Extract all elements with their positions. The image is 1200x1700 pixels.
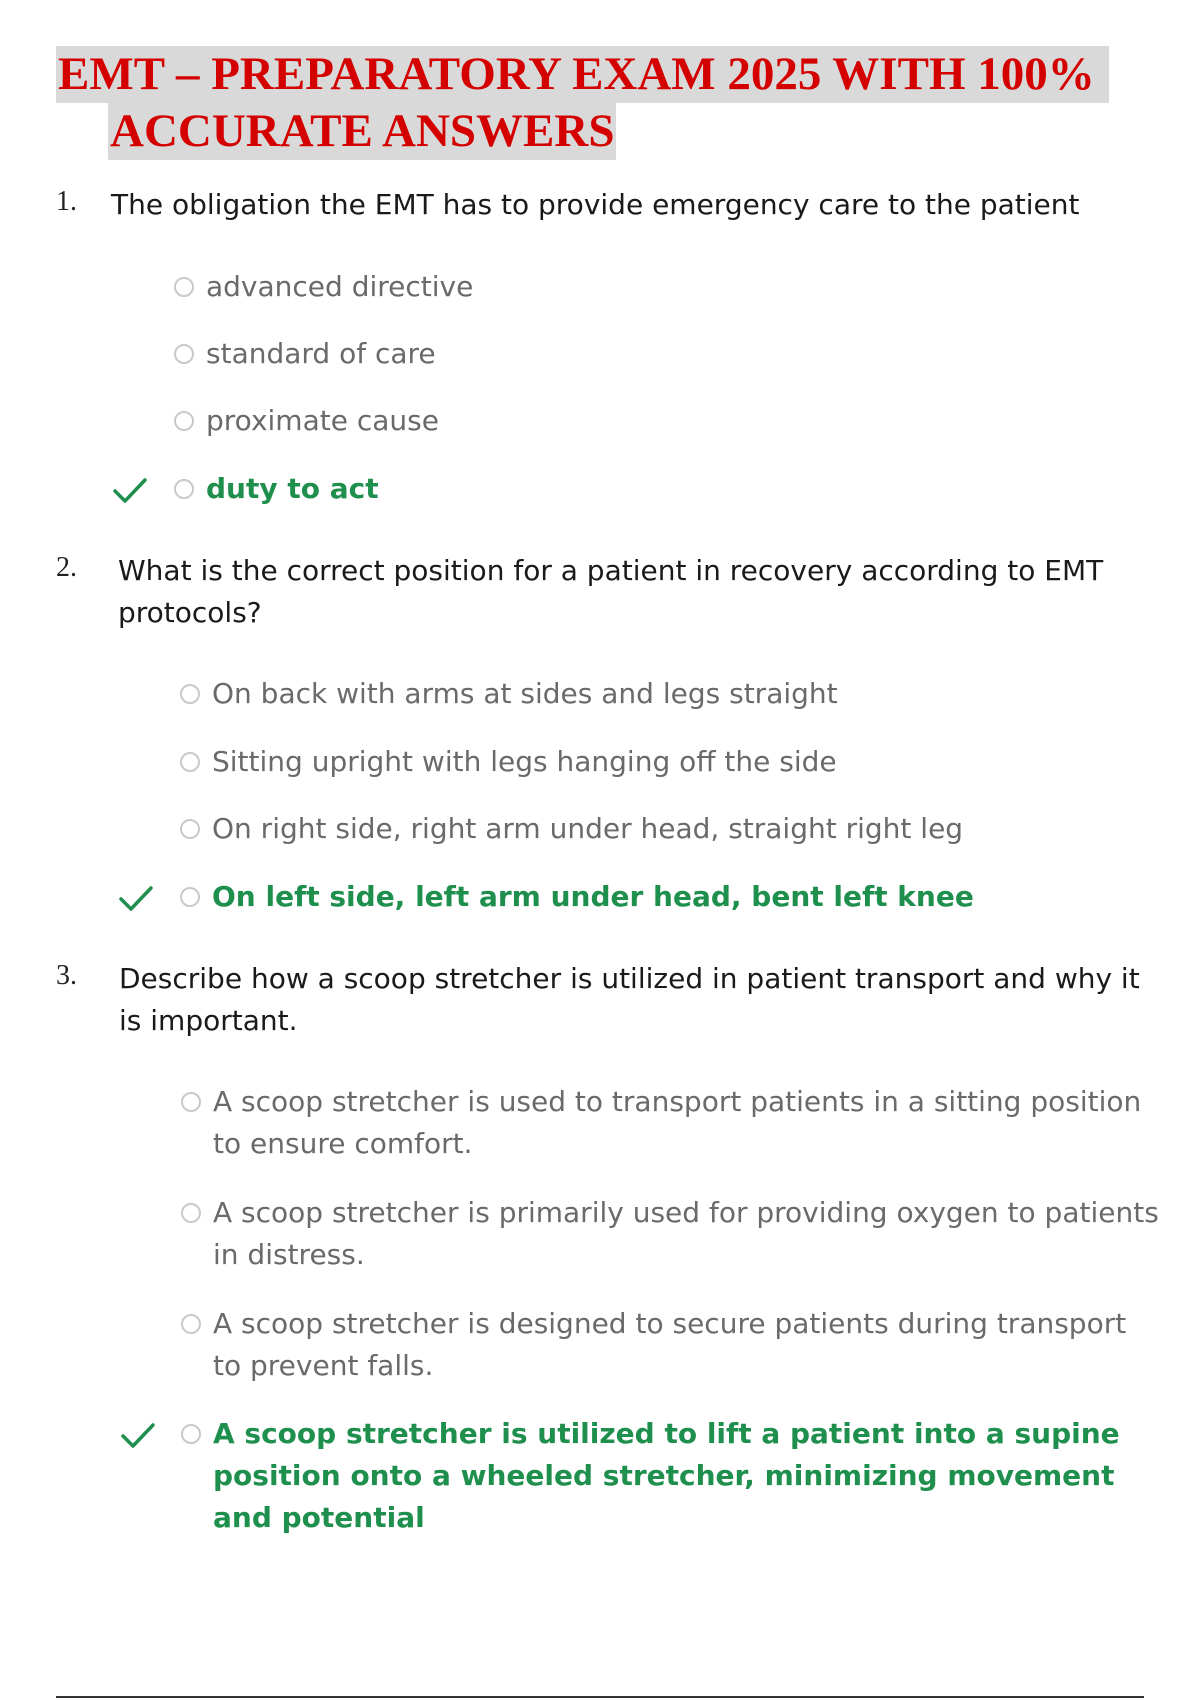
option-label: proximate cause [206,404,439,437]
radio-circle-icon[interactable] [174,277,194,297]
option-item-correct[interactable] [181,1413,1161,1539]
option-label: A scoop stretcher is primarily used for providing oxygen to patients in distress. [213,1196,1159,1271]
option-label: standard of care [206,337,436,370]
option-item[interactable] [180,741,837,783]
option-item[interactable] [174,400,439,442]
option-label: On right side, right arm under head, straight right leg [212,812,964,845]
option-label: On back with arms at sides and legs straight [212,677,838,710]
question-number: 1. [56,186,77,217]
option-item[interactable] [180,808,963,850]
question-text: What is the correct position for a patient in recovery according to EMT protocols? [118,554,1104,629]
option-label: advanced directive [206,270,474,303]
option-item[interactable] [174,333,436,375]
question-text: Describe how a scoop stretcher is utilized in patient transport and why it is important. [119,962,1140,1037]
question-text: The obligation the EMT has to provide emergency care to the patient [111,188,1080,221]
correct-answer-label: duty to act [206,472,379,505]
option-item[interactable] [181,1081,1161,1165]
option-item[interactable] [181,1303,1161,1387]
option-item-correct[interactable] [180,876,974,918]
option-item[interactable] [174,266,473,308]
radio-circle-icon[interactable] [181,1314,201,1334]
question-number: 3. [56,960,77,991]
title-line-2: ACCURATE ANSWERS [108,103,616,160]
radio-circle-icon[interactable] [174,344,194,364]
radio-circle-icon[interactable] [181,1092,201,1112]
radio-circle-icon[interactable] [174,479,194,499]
title-line-1: EMT – PREPARATORY EXAM 2025 WITH 100% [56,46,1109,103]
checkmark-icon [112,476,148,506]
question-number: 2. [56,552,77,583]
radio-circle-icon[interactable] [180,887,200,907]
radio-circle-icon[interactable] [174,411,194,431]
radio-circle-icon[interactable] [180,752,200,772]
checkmark-icon [120,1421,156,1451]
option-item-correct[interactable] [174,468,379,510]
option-item[interactable] [181,1192,1161,1276]
radio-circle-icon[interactable] [181,1203,201,1223]
radio-circle-icon[interactable] [180,819,200,839]
correct-answer-label: A scoop stretcher is utilized to lift a patient into a supine position onto a wheeled stretcher, minimizing movement and potential [213,1417,1120,1534]
option-label: A scoop stretcher is designed to secure patients during transport to prevent falls. [213,1307,1127,1382]
footer-divider [56,1696,1144,1698]
option-item[interactable] [180,673,838,715]
option-label: Sitting upright with legs hanging off the side [212,745,837,778]
radio-circle-icon[interactable] [180,684,200,704]
checkmark-icon [118,884,154,914]
correct-answer-label: On left side, left arm under head, bent left knee [212,880,974,913]
option-label: A scoop stretcher is used to transport patients in a sitting position to ensure comfort. [213,1085,1142,1160]
radio-circle-icon[interactable] [181,1424,201,1444]
document-title [56,46,1156,160]
